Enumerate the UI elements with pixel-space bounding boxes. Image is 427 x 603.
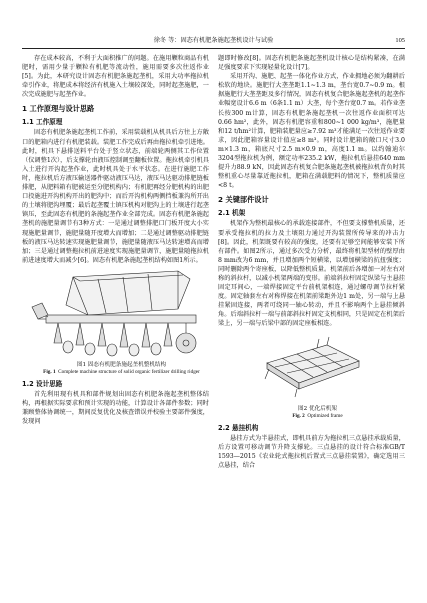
- figure-1: [22, 269, 209, 376]
- figure-2: [218, 333, 405, 420]
- frame-drawing: [257, 333, 367, 405]
- working-principle-paragraph: 固态有机肥条施起垄机工作前，采用装载机从机具后方往上方敞口的肥箱内进行有机肥装载。装肥工作完成后再由拖拉机牵引进地。此时，机具下悬排送料平台处于竖立状态，前端轮两侧其工作位置（仪调整1次），后支撑轮由液压控制调至翻板位置。拖拉机牵引机具入土进行开沟起垄作业，此时机具处于水平状态。在进行施肥工作时，拖拉机后方液压输送器件驱动液压马达，液压马达驱动排肥链板排肥，从肥料箱有肥被运至分肥机构内；有机肥再经分肥机构的出肥口投施进开沟机构开出的肥沟中；而后开沟机构两侧挡板兼沟所开出的土壤将肥沟埋覆；最后起垄覆土镇压机构对肥沟上的土壤进行起垄镇压，至此固态有机肥的条施起垄作业全部完成。固态有机肥条施起垄机的施肥量调节有3种方式：一是通过调整排肥口门板开度大小实现施肥量调节，施肥量随开度增大而增加；二是通过调整驱动排肥链板的液压马达转速实现施肥量调节，施肥量随液压马达转速增高而增加；三是通过调整拖拉机前进速度实现施肥量调节，施肥量随拖拉机前进速度增大而减少[6]。固态有机肥条施起垄机结构如图1所示。: [22, 129, 209, 264]
- left-column: [22, 54, 209, 426]
- right-column: [218, 54, 405, 470]
- design-idea-continued: 题即时修改[8]。固态有机肥条施起垄机设计核心是结构紧凑，在满足强度要求下实现轻量化设计[7]。: [218, 55, 405, 72]
- figure-2-label: Fig. 2: [292, 412, 305, 419]
- intro-paragraph: 存在成本较高，不利于大面积推广的问题。在施用颗粒商品有机肥时，需用少量于颗粒有机肥等流动性，施用需要多次往返作业[5]。为此，本研究设计固态有机肥条施起垄机，采用大功率拖拉机牵引作业，将肥成本将经济有机施入土壤较深处，同时起垄施肥，一次完成施肥与起垄作业。: [22, 55, 209, 99]
- section-2-1-heading: 2.1 机架: [218, 209, 246, 218]
- figure-2-caption-en-text: Optimized frame: [307, 412, 343, 419]
- section-1-2-heading: 1.2 设计思路: [22, 379, 63, 388]
- page-number: 105: [395, 37, 405, 44]
- parameters-paragraph: 采用开沟、施肥、起垄一体化作业方式，作业拥地必须为翻耕后松软的地块。施肥行大垄垄距1.1~1.3 m，垄台宽0.7~0.9 m。根据施肥行大垄垄距及多行情况，固态有机复合肥条施起垄机的起垄作业幅宽设计6.6 m（6条1.1 m）大垄，每个垄台宽0.7 m。若作业垄长按300 m计算，固态有机肥条施起垄机一次往返作业面积可达0.66 hm²，此外，固态有机肥容重和800~1 000 kg/m³，施肥量和12 t/hm²计算，肥箱装肥量应≥7.92 m³才能满足一次往返作业要求，因此肥箱容量设计值应≥8 m³。同时设计肥箱的敞口尺寸3.0 m×1.3 m，箱底尺寸2.5 m×0.9 m，高度1.1 m。以约翰迪尔3204型拖拉机为例，额定功率235.2 kW，拖拉机后悬挂640 mm提升力88.9 kN，因此固态有机复合肥条施起垄机被拖拉机背负时其整机重心尽量靠近拖拉机，肥箱在满载肥料的情况下，整机质量应<8 t。: [218, 73, 405, 190]
- section-1-1-heading: 1.1 工作原理: [22, 118, 63, 127]
- section-2-2-heading: 2.2 悬挂机构: [218, 423, 259, 432]
- frame-paragraph: 机架作为整机最核心的承载连接部件，不但要支撑整机质量，还要承受拖拉机的拉力及土壤阻力通过开沟装置所传导来的冲击力[8]。因此，机架既要有较高的强度，还要有足够空间能够安装下所有部件。如图2所示，通过多次受力分析，最终将机架型材的壁厚由8 mm改为6 mm，并且增加两个短横梁，以增加横梁的抗扭强度；同时删除两个寄座板，以降低整机质量。机架前后各增加一对左右对称的斜拉杆，以减小机架两端的变形。前端斜拉杆固定纵梁与主悬挂固定耳间心，一端焊接固定平台前机架相连，通过螺母调节拉杆紧度。固定轴套左右对称焊接在机架前梁距外边1 m处，另一端与上悬挂紧固连接，两者可绕同一轴心转动，并且不影响两个上悬挂倾斜角。后端斜拉杆一端与前部斜拉杆固定支机相同，只是固定在机架后梁上，另一端与后梁中部的固定座板相连。: [218, 220, 405, 328]
- design-idea-paragraph: 首先利用现有机具和部件规划出固态有机肥条施起垄机整体结构，再根据实际要求和预计实现的功能，计算设计各部件参数；同时兼顾整体协调统一，期间反复优化及核查错误并校验主要部件强度，发现问: [22, 390, 209, 426]
- figure-2-caption-en: [218, 413, 405, 420]
- figure-1-caption-en: [22, 369, 209, 376]
- section-2-heading: 2 关键部件设计: [218, 195, 269, 205]
- section-1-heading: 1 工作原理与设计思路: [22, 104, 95, 114]
- hitch-paragraph: 悬挂方式为半悬挂式，即机具前方为拖拉机三点悬挂承载质量，后方设置可移动调节升降支撑轮。三点悬挂的设计符合标准GB/T 1593—2015《农业轮式拖拉机后置式三点悬挂装置》，确定选用三点悬挂，结合: [218, 434, 405, 469]
- running-header: [22, 36, 405, 49]
- machine-drawing: [28, 269, 203, 361]
- figure-1-caption-en-text: Complete machine structure of solid organic fertilizer drilling ridger: [58, 368, 200, 375]
- figure-2-caption-zh: 图2 优化后机架: [298, 405, 337, 412]
- figure-1-caption-zh: 图1 固态有机肥条施起垄机整机结构: [76, 361, 167, 368]
- header-title: 徐冬 等：固态有机肥条施起垄机设计与试验: [153, 37, 274, 44]
- figure-1-label: Fig. 1: [43, 368, 56, 375]
